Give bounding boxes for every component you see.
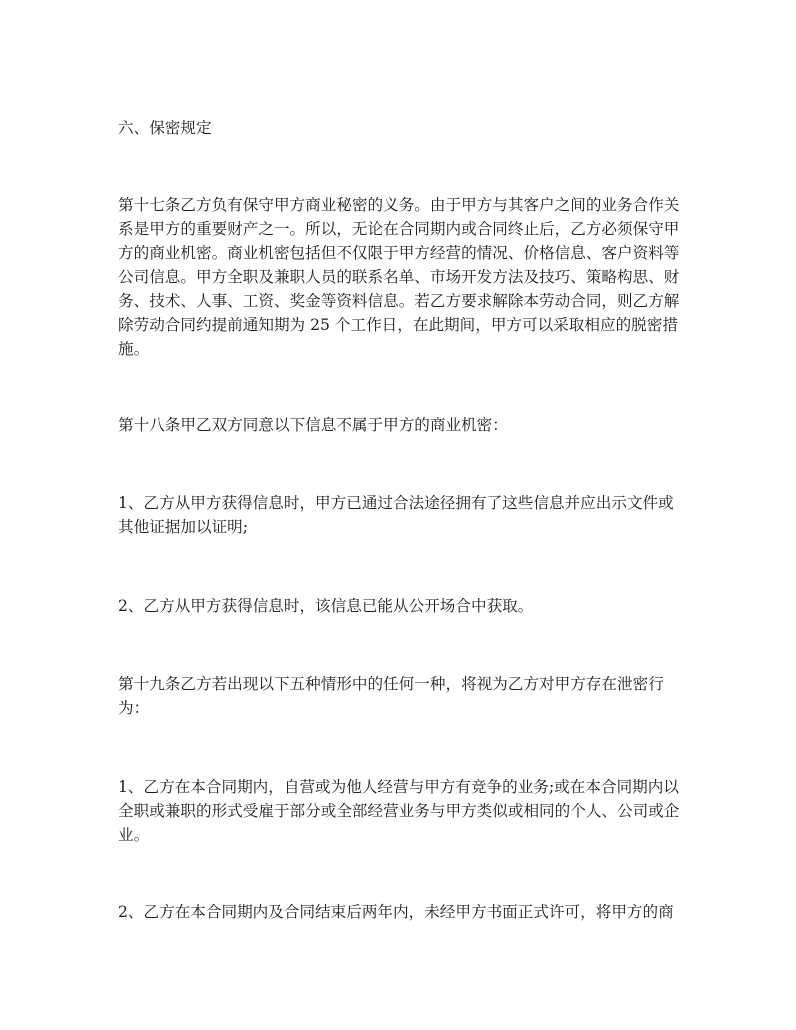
text-line: 方的商业机密。商业机密包括但不仅限于甲方经营的情况、价格信息、客户资料等 (118, 244, 680, 262)
clause-18-paragraph (118, 413, 718, 437)
text-line: 业。 (118, 826, 150, 844)
list-item (118, 775, 718, 847)
clause-19-paragraph (118, 672, 718, 720)
list-item (118, 491, 718, 539)
clause-17-paragraph (118, 193, 718, 361)
text-line: 第十七条乙方负有保守甲方商业秘密的义务。由于甲方与其客户之间的业务合作关 (118, 196, 680, 214)
text-line: 第十八条甲乙双方同意以下信息不属于甲方的商业机密： (118, 416, 508, 434)
list-item (118, 900, 718, 924)
text-line: 全职或兼职的形式受雇于部分或全部经营业务与甲方类似或相同的个人、公司或企 (118, 802, 680, 820)
text-line: 公司信息。甲方全职及兼职人员的联系名单、市场开发方法及技巧、策略构思、财 (118, 268, 680, 286)
text-line: 务、技术、人事、工资、奖金等资料信息。若乙方要求解除本劳动合同，则乙方解 (118, 292, 680, 310)
text-line: 其他证据加以证明; (118, 518, 249, 536)
text-line: 除劳动合同约提前通知期为 25 个工作日，在此期间，甲方可以采取相应的脱密措 (118, 316, 678, 334)
list-item (118, 594, 718, 618)
text-line: 2、乙方从甲方获得信息时，该信息已能从公开场合中获取。 (118, 597, 534, 615)
text-line: 为： (118, 699, 150, 717)
heading-text: 六、保密规定 (118, 119, 212, 137)
text-line: 2、乙方在本合同期内及合同结束后两年内，未经甲方书面正式许可，将甲方的商 (118, 903, 674, 921)
text-line: 1、乙方在本合同期内，自营或为他人经营与甲方有竞争的业务;或在本合同期内以 (118, 778, 679, 796)
text-line: 施。 (118, 340, 150, 358)
section-heading (118, 116, 718, 140)
text-line: 1、乙方从甲方获得信息时，甲方已通过合法途径拥有了这些信息并应出示文件或 (118, 494, 674, 512)
text-line: 第十九条乙方若出现以下五种情形中的任何一种，将视为乙方对甲方存在泄密行 (118, 675, 664, 693)
text-line: 系是甲方的重要财产之一。所以，无论在合同期内或合同终止后，乙方必须保守甲 (118, 220, 680, 238)
